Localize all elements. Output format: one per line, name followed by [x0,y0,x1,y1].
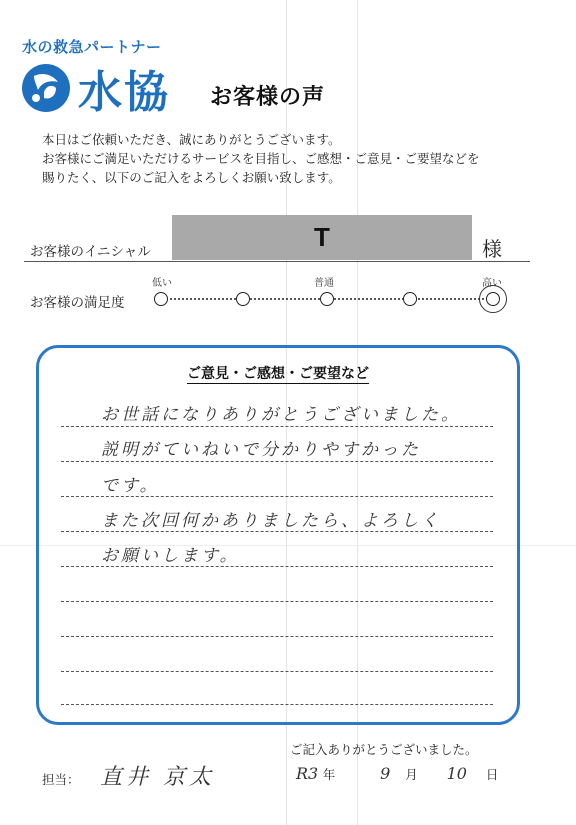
brand-logo-text: 水協 [78,67,170,118]
handwritten-comment-line: お世話になりありがとうございました。 [101,405,461,425]
scale-mid-label: 普通 [314,278,334,289]
satisfaction-option-3[interactable] [320,292,334,306]
satisfaction-option-1[interactable] [154,292,168,306]
date-day-value: 10 [446,764,467,783]
initials-field[interactable] [172,215,472,260]
year-unit: 年 [322,767,336,782]
satisfaction-option-4[interactable] [403,292,417,306]
ruled-line [61,566,493,567]
ruled-line [61,636,493,637]
staff-label: 担当： [42,772,80,787]
staff-signature: 直井 京太 [100,765,215,790]
ruled-line [61,671,493,672]
intro-line: 本日はご依頼いただき、誠にありがとうございます。 [42,132,341,147]
selected-mark-circle [479,285,507,313]
comment-box-title: ご意見・ご感想・ご要望など [187,366,369,382]
initials-value: T [314,222,330,252]
date-month-value: 9 [380,764,391,783]
ruled-line [61,461,493,462]
intro-line: お客様にご満足いただけるサービスを目指し、ご感想・ご意見・ご要望などを [42,151,480,166]
thanks-message: ご記入ありがとうございました。 [290,742,478,757]
satisfaction-scale [150,270,510,320]
water-drop-logo-icon [20,62,72,114]
satisfaction-option-2[interactable] [236,292,250,306]
intro-line: 賜りたく、以下のご記入をよろしくお願い致します。 [42,170,341,185]
ruled-line [61,531,493,532]
handwritten-comment-line: お願いします。 [101,546,240,566]
honorific-suffix: 様 [482,237,502,261]
date-year-value: R3 [296,764,319,783]
intro-text [42,130,480,187]
handwritten-comment-line: また次回何かありましたら、よろしく [101,511,441,531]
satisfaction-label: お客様の満足度 [30,295,125,311]
ruled-line [61,601,493,602]
initials-label: お客様のイニシャル [30,244,151,260]
comment-box[interactable] [36,345,520,725]
date-row [296,764,498,783]
ruled-line [61,426,493,427]
scale-low-label: 低い [152,278,172,289]
ruled-line [61,704,493,705]
initials-underline [24,261,530,262]
ruled-line [61,496,493,497]
brand-tagline: 水の救急パートナー [22,38,162,56]
handwritten-comment-line: 説明がていねいで分かりやすかった [101,440,421,460]
page-title: お客様の声 [210,85,326,110]
day-unit: 日 [485,767,499,782]
month-unit: 月 [405,767,418,782]
scale-high-label: 高い [482,278,502,289]
handwritten-comment-line: です。 [101,476,160,496]
